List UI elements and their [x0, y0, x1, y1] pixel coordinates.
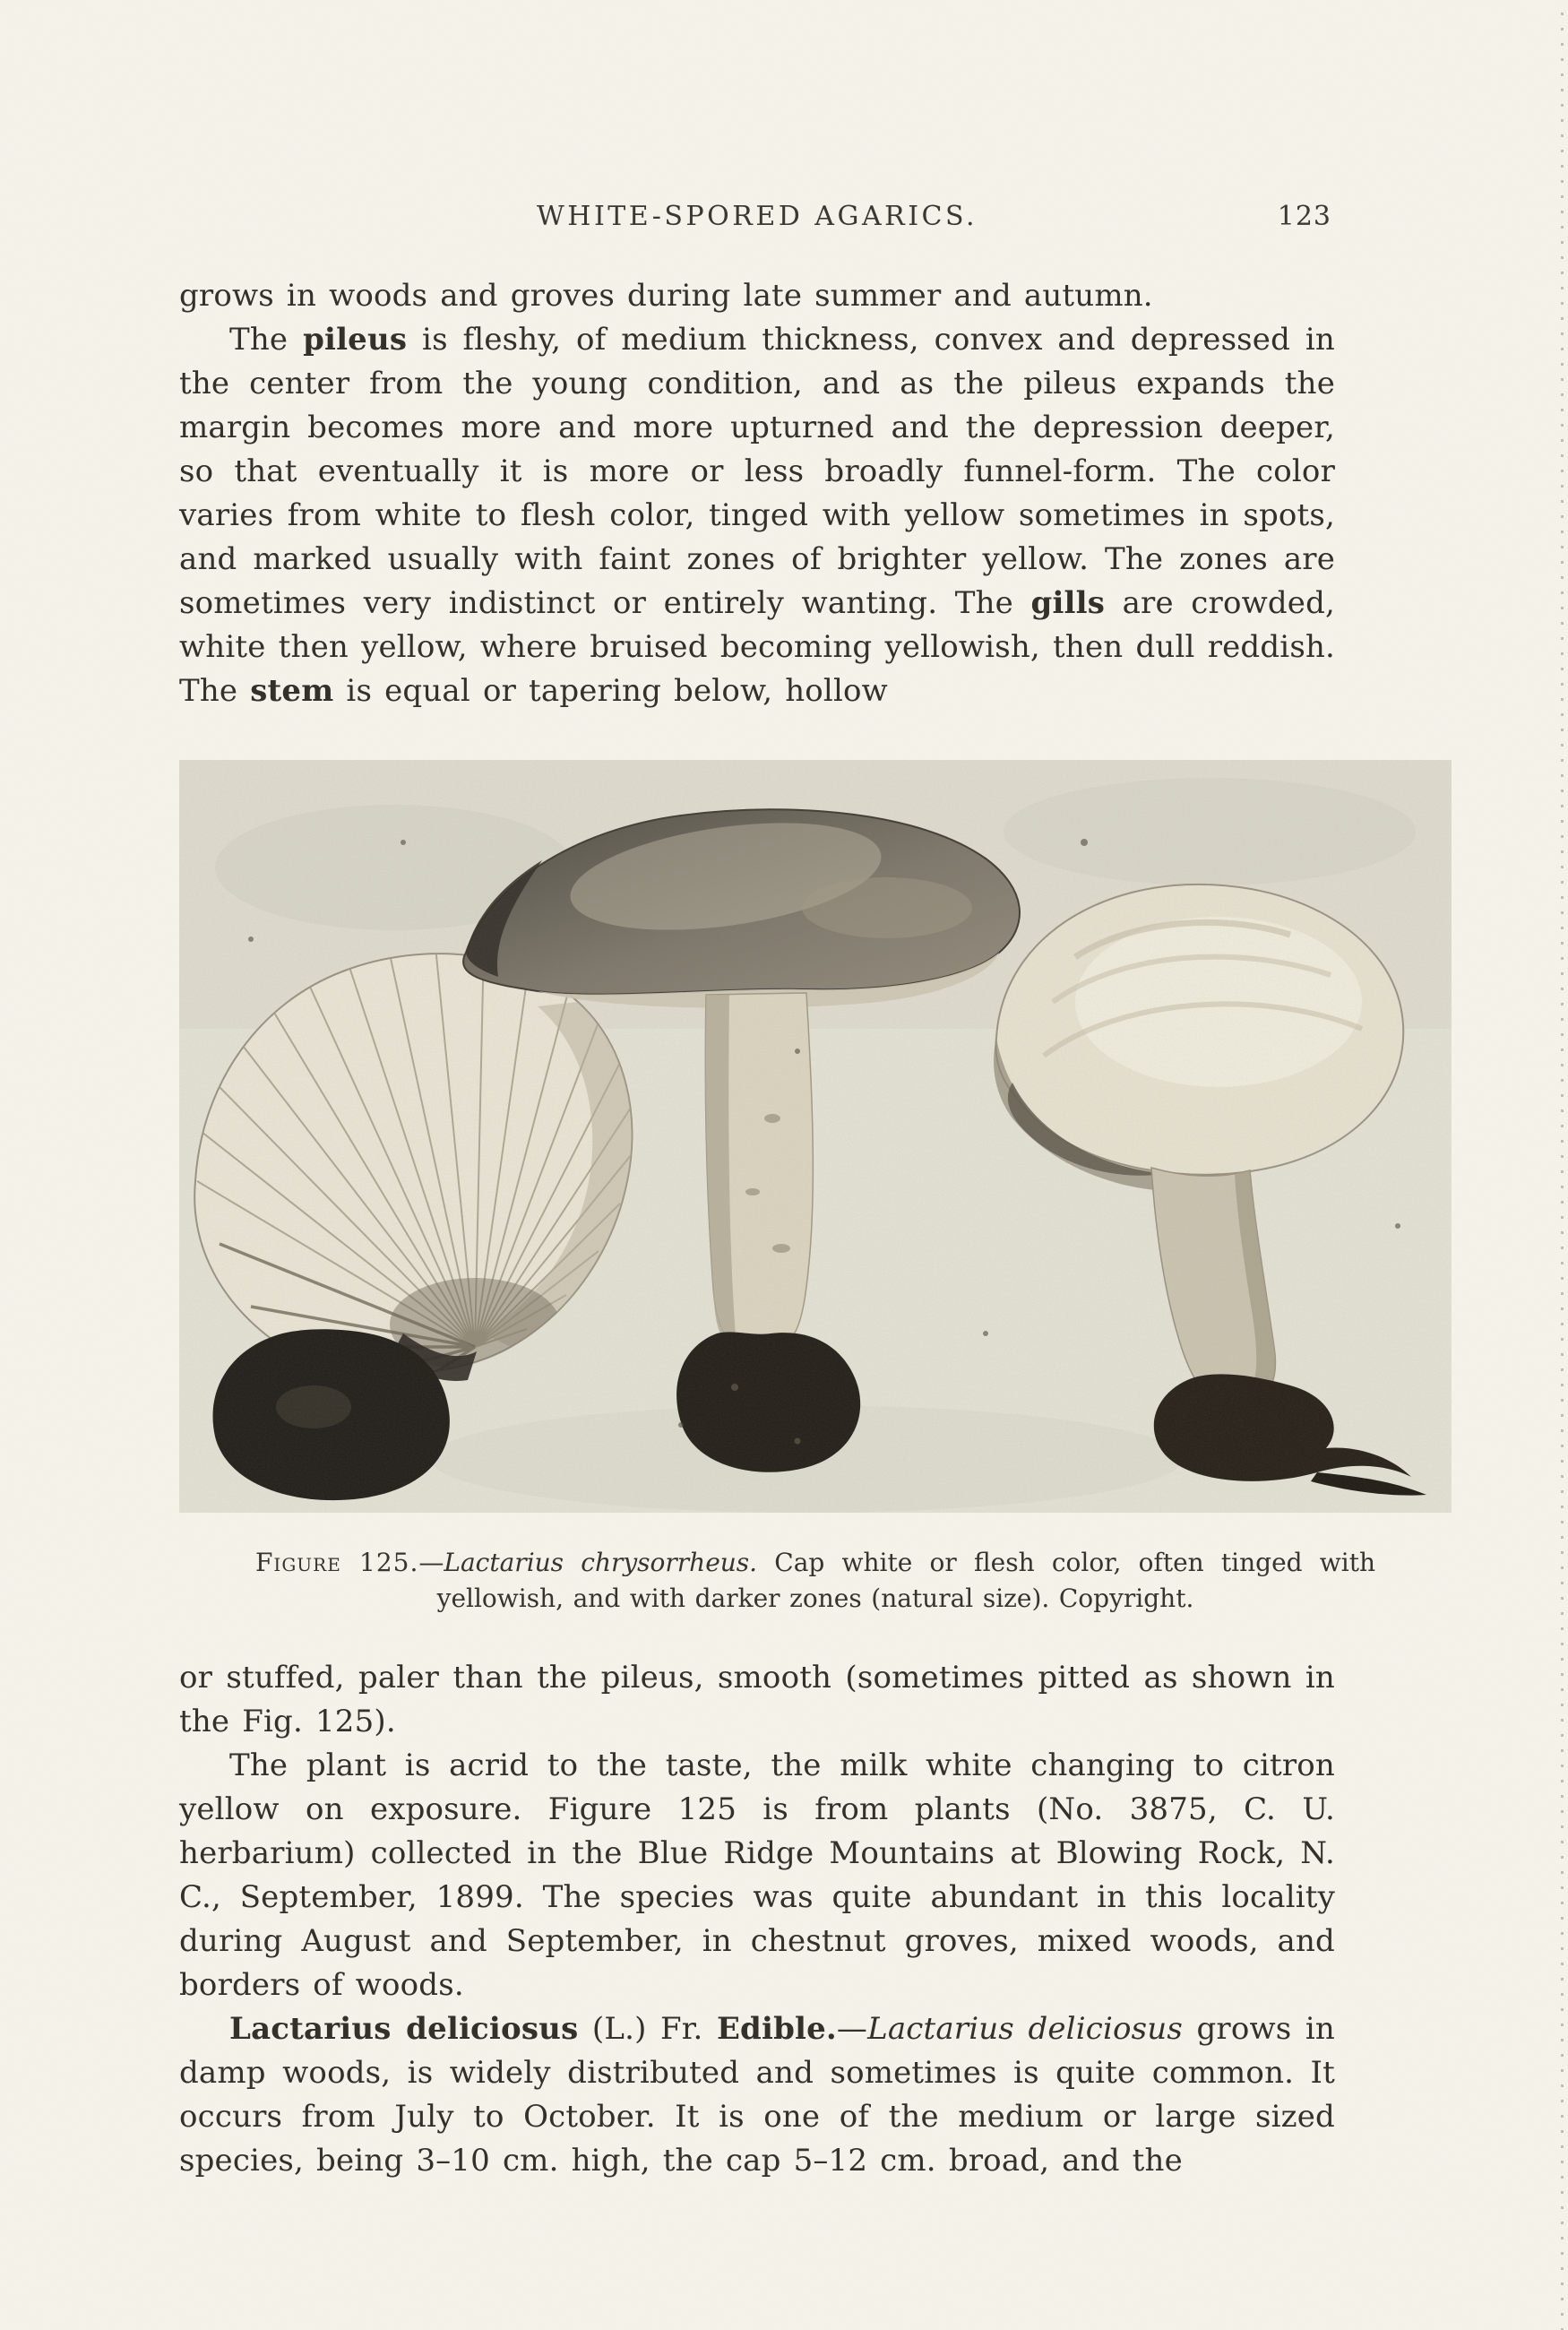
paragraph-dash: —	[836, 2011, 868, 2047]
paragraph-pileus-description	[179, 318, 1335, 713]
caption-species-name: Lactarius chrysorrheus.	[444, 1548, 758, 1577]
figure-caption	[255, 1545, 1375, 1617]
running-header	[179, 199, 1335, 235]
caption-label: Figure 125.	[255, 1548, 419, 1577]
caption-text: Cap white or flesh color, often tinged with yellowish, and with darker zones (natural size). Copyright.	[436, 1548, 1376, 1613]
bold-term-gills: gills	[1030, 585, 1106, 621]
paragraph-text: is equal or tapering below, hollow	[333, 673, 888, 709]
paragraph-text: or stuffed, paler than the pileus, smooth (sometimes pitted as shown in the Fig. 125).	[179, 1660, 1335, 1739]
scan-edge-artifact	[1561, 0, 1564, 2330]
paragraph-text: grows in woods and groves during late summer and autumn.	[179, 278, 1153, 314]
halftone-grain	[179, 760, 1452, 1513]
italic-species-name: Lactarius deliciosus	[867, 2011, 1183, 2047]
page-header-title: WHITE-SPORED AGARICS.	[536, 201, 978, 232]
paragraph-stem-continuation	[179, 1656, 1335, 1744]
text-block	[179, 199, 1376, 2183]
paragraph-text: The	[229, 322, 304, 358]
paragraph-text: (L.) Fr.	[578, 2011, 717, 2047]
bold-term-stem: stem	[250, 673, 334, 709]
paragraph-collection-notes	[179, 1744, 1335, 2007]
paragraph-lactarius-deliciosus	[179, 2007, 1335, 2183]
paragraph-text: is fleshy, of medium thickness, convex and depressed in the center from the young condition, and as the pileus expands the margin becomes more and more upturned and the depression deeper, so that eventually it is more or less broadly funnel-form. The color varies from white to flesh color, tinged with yellow sometimes in spots, and marked usually with faint zones of brighter yellow. The zones are sometimes very indistinct or entirely wanting. The	[179, 322, 1335, 621]
paragraph-text: The plant is acrid to the taste, the milk white changing to citron yellow on exposure. Figure 125 is from plants (No. 3875, C. U. herbarium) collected in the Blue Ridge Mountains at Blowing Rock, N. C., September, 1899. The species was quite abundant in this locality during August and September, in chestnut groves, mixed woods, and borders of woods.	[179, 1748, 1335, 2003]
paragraph-text: grows in damp woods, is widely distributed and sometimes is quite common. It occurs from July to October. It is one of the medium or large sized species, being 3–10 cm. high, the cap 5–12 cm. broad, and the	[179, 2011, 1335, 2179]
bold-term-pileus: pileus	[303, 322, 408, 358]
figure-125	[179, 760, 1452, 1617]
bold-edible-label: Edible.	[716, 2011, 837, 2047]
caption-dash: —	[418, 1548, 444, 1577]
paragraph-continuation	[179, 274, 1335, 318]
page-number: 123	[1277, 201, 1331, 232]
lactarius-illustration	[179, 760, 1452, 1513]
mushroom-photo	[179, 760, 1452, 1513]
paragraph-text: are crowded, white then yellow, where bruised becoming yellowish, then dull reddish. The	[179, 585, 1335, 709]
bold-species-heading: Lactarius deliciosus	[229, 2011, 579, 2047]
